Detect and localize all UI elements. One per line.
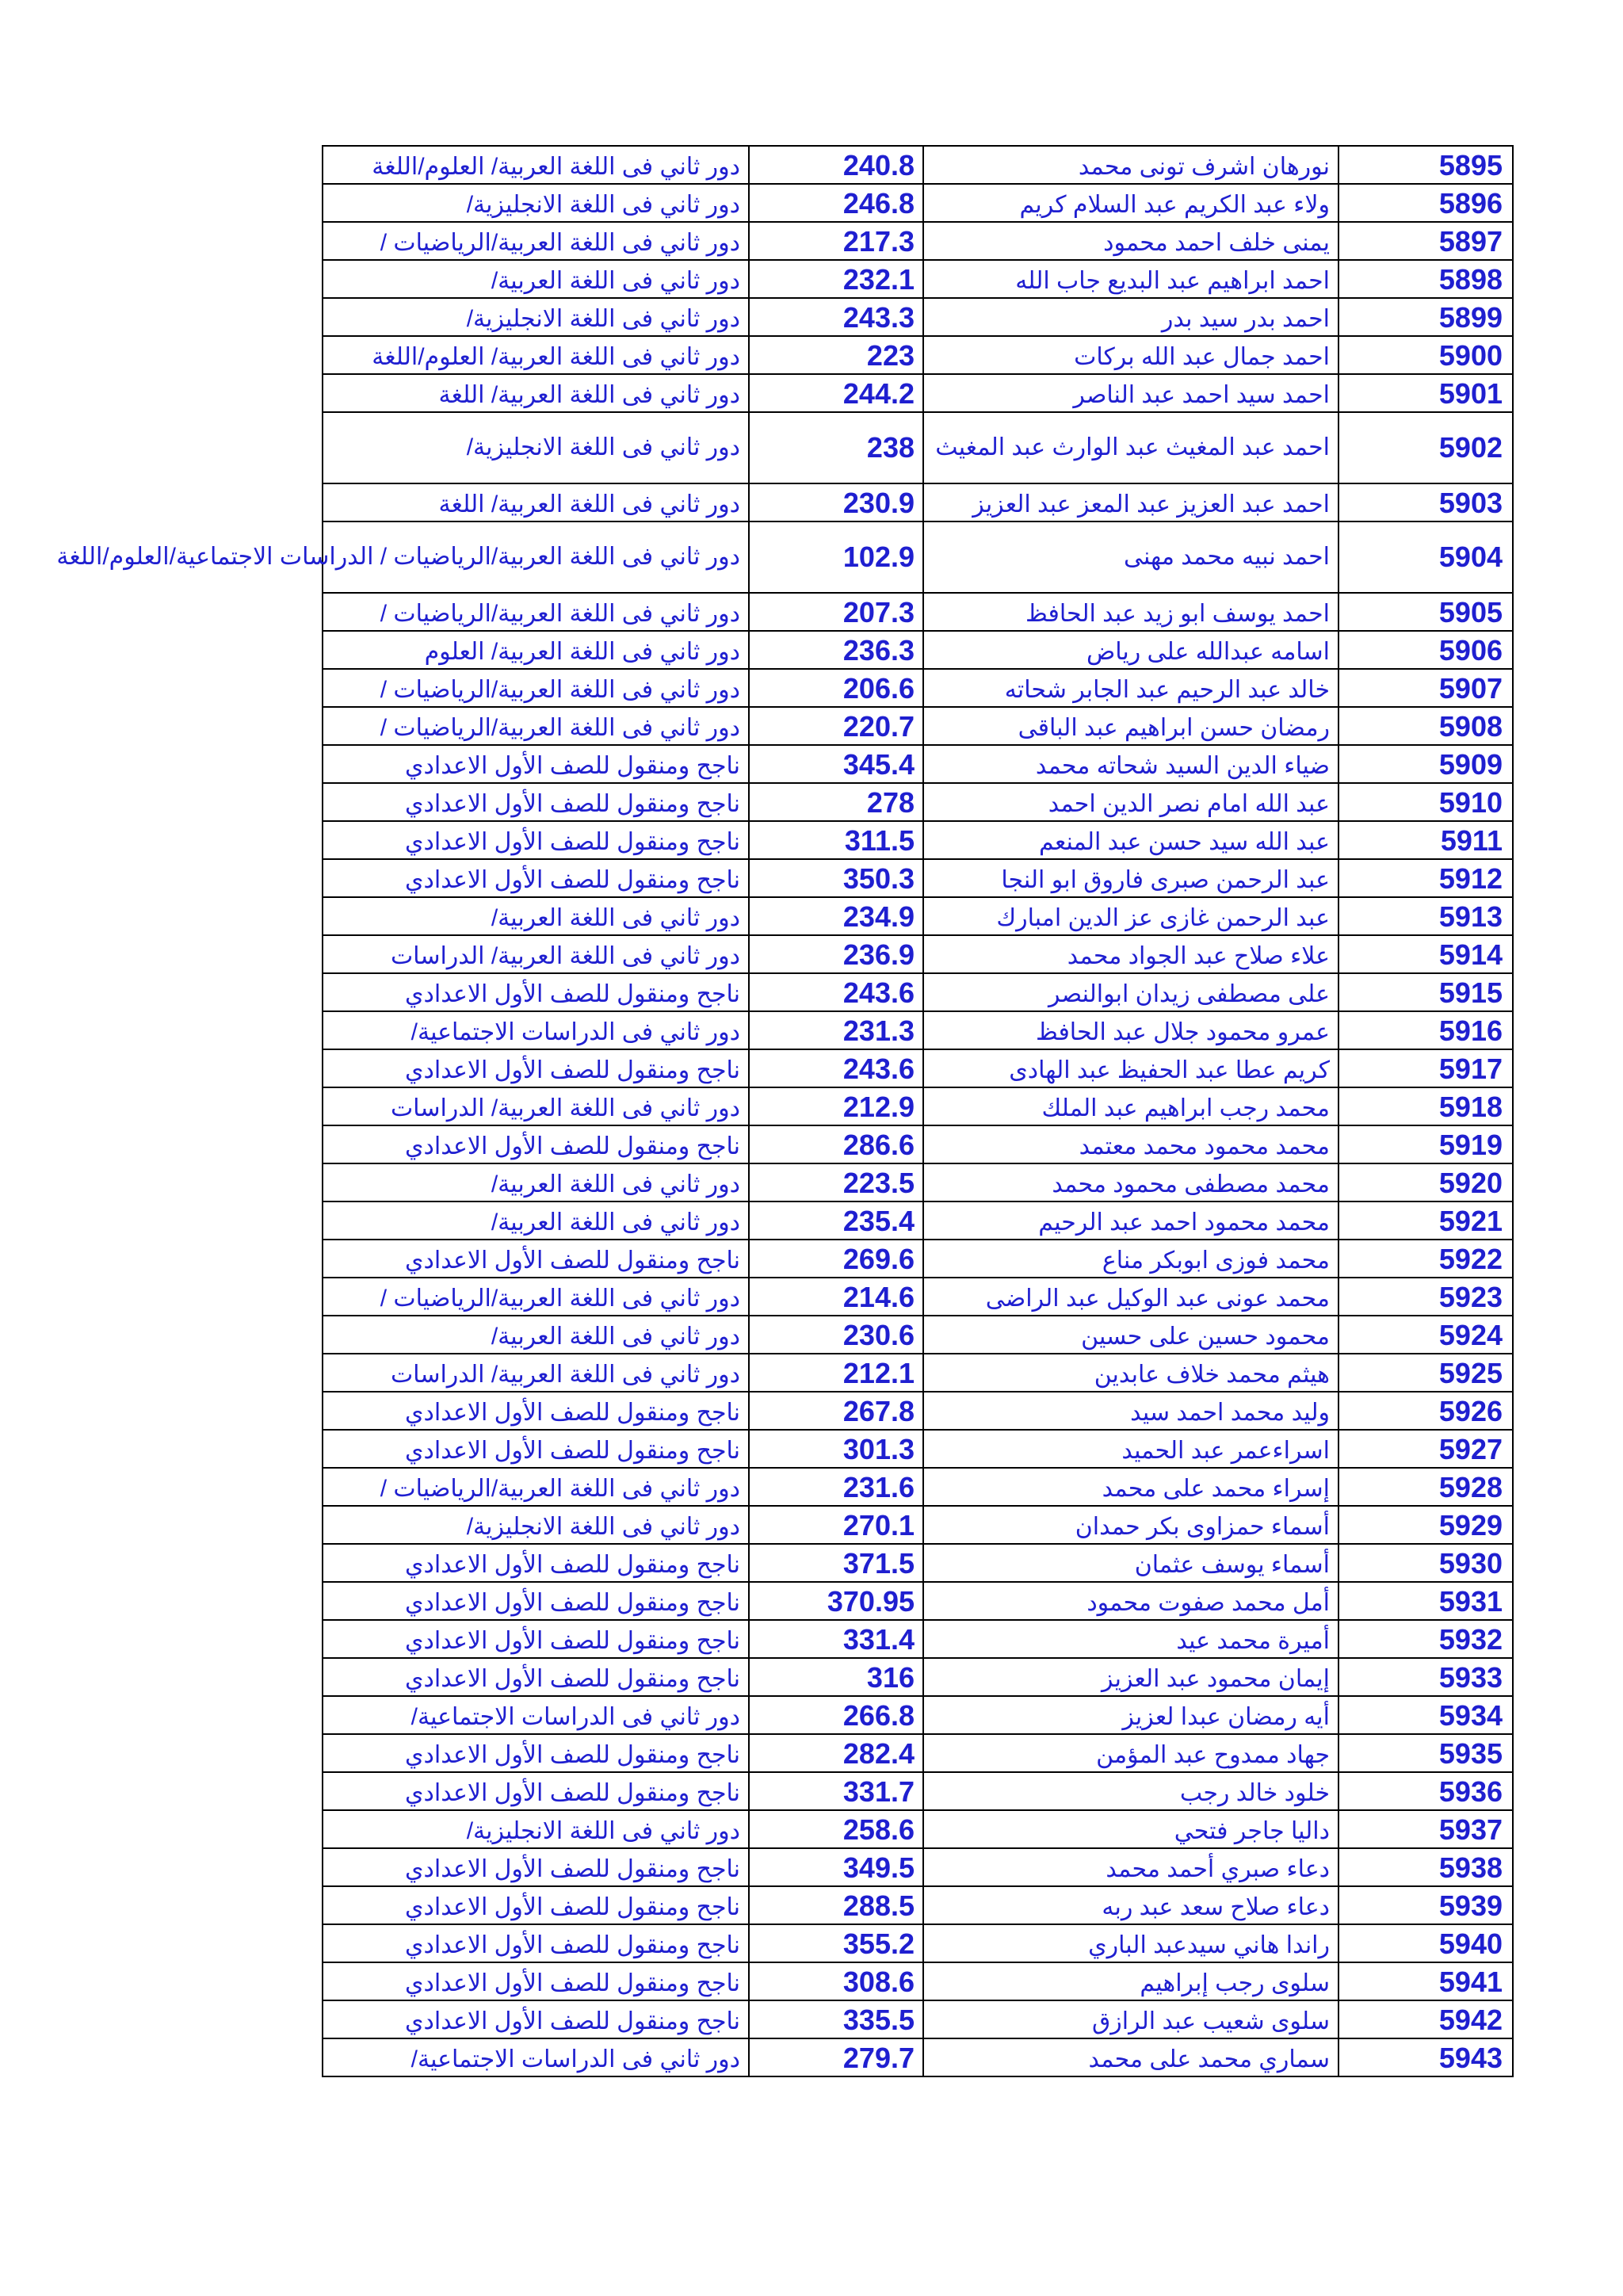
row-id-cell: 5898	[1338, 260, 1513, 298]
row-score-cell: 243.3	[749, 298, 923, 336]
row-status-cell: ناجح ومنقول للصف الأول الاعدادي	[323, 1772, 749, 1810]
row-name-cell: إسراء محمد على محمد	[923, 1468, 1338, 1506]
row-status-cell: دور ثاني فى اللغة العربية/	[323, 1163, 749, 1201]
table-row	[323, 935, 1513, 973]
row-id-cell: 5929	[1338, 1506, 1513, 1544]
row-status-cell: ناجح ومنقول للصف الأول الاعدادي	[323, 1886, 749, 1924]
row-name-cell: إيمان محمود عبد العزيز	[923, 1658, 1338, 1696]
table-row	[323, 1772, 1513, 1810]
row-id-cell: 5925	[1338, 1354, 1513, 1392]
table-row	[323, 1810, 1513, 1848]
table-row	[323, 1201, 1513, 1240]
row-name-cell: عبد الرحمن صبرى فاروق ابو النجا	[923, 859, 1338, 897]
row-id-cell: 5939	[1338, 1886, 1513, 1924]
row-name-cell: على مصطفى زيدان ابوالنصر	[923, 973, 1338, 1011]
row-score-cell: 236.9	[749, 935, 923, 973]
row-id-cell: 5913	[1338, 897, 1513, 935]
row-status-cell: دور ثاني فى اللغة الانجليزية/	[323, 298, 749, 336]
row-status-cell: دور ثاني فى اللغة العربية/	[323, 1316, 749, 1354]
row-status-cell: ناجح ومنقول للصف الأول الاعدادي	[323, 859, 749, 897]
row-name-cell: كريم عطا عبد الحفيظ عبد الهادى	[923, 1049, 1338, 1087]
row-score-cell: 270.1	[749, 1506, 923, 1544]
row-status-cell: دور ثاني فى اللغة العربية/الرياضيات /	[323, 593, 749, 631]
row-id-cell: 5924	[1338, 1316, 1513, 1354]
row-status-cell: ناجح ومنقول للصف الأول الاعدادي	[323, 1392, 749, 1430]
row-id-cell: 5933	[1338, 1658, 1513, 1696]
row-status-cell: دور ثاني فى اللغة الانجليزية/	[323, 1506, 749, 1544]
row-status-cell: دور ثاني فى الدراسات الاجتماعية/	[323, 2038, 749, 2076]
table-row	[323, 298, 1513, 336]
row-score-cell: 102.9	[749, 521, 923, 593]
row-name-cell: عبد الرحمن غازى عز الدين امبارك	[923, 897, 1338, 935]
table-row	[323, 521, 1513, 593]
row-status-cell: دور ثاني فى اللغة الانجليزية/	[323, 184, 749, 222]
row-name-cell: سلوى رجب إبراهيم	[923, 1962, 1338, 2000]
row-score-cell: 258.6	[749, 1810, 923, 1848]
row-score-cell: 311.5	[749, 821, 923, 859]
table-row	[323, 1696, 1513, 1734]
row-id-cell: 5906	[1338, 631, 1513, 669]
row-name-cell: محمد مصطفى محمود محمد	[923, 1163, 1338, 1201]
row-score-cell: 212.9	[749, 1087, 923, 1125]
table-row	[323, 783, 1513, 821]
row-score-cell: 331.4	[749, 1620, 923, 1658]
row-status-cell: دور ثاني فى اللغة العربية/ اللغة	[323, 374, 749, 412]
table-row	[323, 973, 1513, 1011]
table-row	[323, 1620, 1513, 1658]
row-id-cell: 5908	[1338, 707, 1513, 745]
row-score-cell: 246.8	[749, 184, 923, 222]
table-row	[323, 2038, 1513, 2076]
table-row	[323, 1240, 1513, 1278]
row-status-cell: ناجح ومنقول للصف الأول الاعدادي	[323, 1240, 749, 1278]
row-score-cell: 282.4	[749, 1734, 923, 1772]
row-id-cell: 5917	[1338, 1049, 1513, 1087]
row-score-cell: 349.5	[749, 1848, 923, 1886]
row-id-cell: 5936	[1338, 1772, 1513, 1810]
row-score-cell: 231.6	[749, 1468, 923, 1506]
row-score-cell: 235.4	[749, 1201, 923, 1240]
row-score-cell: 231.3	[749, 1011, 923, 1049]
table-row	[323, 222, 1513, 260]
row-status-cell: ناجح ومنقول للصف الأول الاعدادي	[323, 821, 749, 859]
row-status-cell: ناجح ومنقول للصف الأول الاعدادي	[323, 1544, 749, 1582]
row-score-cell: 335.5	[749, 2000, 923, 2038]
table-row	[323, 1278, 1513, 1316]
table-row	[323, 146, 1513, 184]
row-score-cell: 288.5	[749, 1886, 923, 1924]
row-name-cell: علاء صلاح عبد الجواد محمد	[923, 935, 1338, 973]
row-id-cell: 5899	[1338, 298, 1513, 336]
row-id-cell: 5943	[1338, 2038, 1513, 2076]
row-id-cell: 5922	[1338, 1240, 1513, 1278]
table-row	[323, 336, 1513, 374]
table-row	[323, 1582, 1513, 1620]
row-status-cell: ناجح ومنقول للصف الأول الاعدادي	[323, 973, 749, 1011]
table-row	[323, 1962, 1513, 2000]
row-name-cell: راندا هاني سيدعبد الباري	[923, 1924, 1338, 1962]
row-id-cell: 5904	[1338, 521, 1513, 593]
row-name-cell: دعاء صبري أحمد محمد	[923, 1848, 1338, 1886]
table-row	[323, 631, 1513, 669]
table-row	[323, 374, 1513, 412]
table-row	[323, 1316, 1513, 1354]
row-name-cell: وليد محمد احمد سيد	[923, 1392, 1338, 1430]
row-score-cell: 371.5	[749, 1544, 923, 1582]
row-name-cell: نورهان اشرف تونى محمد	[923, 146, 1338, 184]
row-status-cell: دور ثاني فى اللغة العربية/الرياضيات /	[323, 707, 749, 745]
row-name-cell: اسراءعمر عبد الحميد	[923, 1430, 1338, 1468]
row-name-cell: داليا جاجر فتحي	[923, 1810, 1338, 1848]
table-row	[323, 2000, 1513, 2038]
table-row	[323, 821, 1513, 859]
row-score-cell: 243.6	[749, 973, 923, 1011]
row-id-cell: 5912	[1338, 859, 1513, 897]
row-name-cell: محمد فوزى ابوبكر مناع	[923, 1240, 1338, 1278]
row-name-cell: محمد محمود احمد عبد الرحيم	[923, 1201, 1338, 1240]
row-score-cell: 207.3	[749, 593, 923, 631]
table-row	[323, 1924, 1513, 1962]
table-row	[323, 483, 1513, 521]
row-name-cell: خلود خالد رجب	[923, 1772, 1338, 1810]
row-status-cell: ناجح ومنقول للصف الأول الاعدادي	[323, 783, 749, 821]
row-id-cell: 5916	[1338, 1011, 1513, 1049]
row-name-cell: احمد عبد العزيز عبد المعز عبد العزيز	[923, 483, 1338, 521]
row-id-cell: 5907	[1338, 669, 1513, 707]
row-name-cell: سماري محمد على محمد	[923, 2038, 1338, 2076]
row-score-cell: 236.3	[749, 631, 923, 669]
row-name-cell: عمرو محمود جلال عبد الحافظ	[923, 1011, 1338, 1049]
row-status-cell: دور ثاني فى اللغة الانجليزية/	[323, 1810, 749, 1848]
row-score-cell: 206.6	[749, 669, 923, 707]
row-score-cell: 278	[749, 783, 923, 821]
row-score-cell: 269.6	[749, 1240, 923, 1278]
row-name-cell: خالد عبد الرحيم عبد الجابر شحاته	[923, 669, 1338, 707]
row-status-cell: دور ثاني فى اللغة العربية/ العلوم/اللغة	[323, 336, 749, 374]
row-id-cell: 5930	[1338, 1544, 1513, 1582]
row-status-cell: دور ثاني فى الدراسات الاجتماعية/	[323, 1696, 749, 1734]
results-table	[56, 145, 1514, 2077]
table-row	[323, 1087, 1513, 1125]
table-row	[323, 1354, 1513, 1392]
row-status-cell: ناجح ومنقول للصف الأول الاعدادي	[323, 1049, 749, 1087]
table-row	[323, 412, 1513, 483]
row-status-cell: دور ثاني فى اللغة العربية/	[323, 897, 749, 935]
row-id-cell: 5895	[1338, 146, 1513, 184]
row-name-cell: أسماء يوسف عثمان	[923, 1544, 1338, 1582]
table-row	[323, 1011, 1513, 1049]
row-status-cell: دور ثاني فى اللغة العربية/	[323, 260, 749, 298]
row-id-cell: 5932	[1338, 1620, 1513, 1658]
row-status-cell: ناجح ومنقول للصف الأول الاعدادي	[323, 1658, 749, 1696]
row-score-cell: 345.4	[749, 745, 923, 783]
row-id-cell: 5897	[1338, 222, 1513, 260]
row-status-cell: ناجح ومنقول للصف الأول الاعدادي	[323, 1125, 749, 1163]
row-status-cell: ناجح ومنقول للصف الأول الاعدادي	[323, 1620, 749, 1658]
row-score-cell: 234.9	[749, 897, 923, 935]
row-id-cell: 5926	[1338, 1392, 1513, 1430]
row-score-cell: 266.8	[749, 1696, 923, 1734]
row-id-cell: 5918	[1338, 1087, 1513, 1125]
table-row	[323, 1886, 1513, 1924]
row-name-cell: محمد محمود محمد معتمد	[923, 1125, 1338, 1163]
row-score-cell: 223	[749, 336, 923, 374]
row-status-cell: ناجح ومنقول للصف الأول الاعدادي	[323, 1430, 749, 1468]
row-id-cell: 5940	[1338, 1924, 1513, 1962]
table-row	[323, 1734, 1513, 1772]
table-row	[323, 593, 1513, 631]
row-score-cell: 301.3	[749, 1430, 923, 1468]
results-table-body	[56, 146, 1513, 2076]
row-id-cell: 5934	[1338, 1696, 1513, 1734]
row-id-cell: 5928	[1338, 1468, 1513, 1506]
row-score-cell: 232.1	[749, 260, 923, 298]
row-name-cell: دعاء صلاح سعد عبد ربه	[923, 1886, 1338, 1924]
table-row	[323, 1125, 1513, 1163]
row-name-cell: جهاد ممدوح عبد المؤمن	[923, 1734, 1338, 1772]
row-status-cell: ناجح ومنقول للصف الأول الاعدادي	[323, 1734, 749, 1772]
row-id-cell: 5931	[1338, 1582, 1513, 1620]
row-name-cell: احمد ابراهيم عبد البديع جاب الله	[923, 260, 1338, 298]
row-score-cell: 331.7	[749, 1772, 923, 1810]
row-name-cell: يمنى خلف احمد محمود	[923, 222, 1338, 260]
row-status-cell: ناجح ومنقول للصف الأول الاعدادي	[323, 1924, 749, 1962]
row-id-cell: 5911	[1338, 821, 1513, 859]
table-row	[323, 897, 1513, 935]
table-row	[323, 745, 1513, 783]
row-id-cell: 5935	[1338, 1734, 1513, 1772]
row-id-cell: 5900	[1338, 336, 1513, 374]
table-row	[323, 1430, 1513, 1468]
row-status-cell: دور ثاني فى اللغة العربية/ العلوم	[323, 631, 749, 669]
row-id-cell: 5915	[1338, 973, 1513, 1011]
row-name-cell: احمد يوسف ابو زيد عبد الحافظ	[923, 593, 1338, 631]
row-score-cell: 279.7	[749, 2038, 923, 2076]
row-name-cell: عبد الله سيد حسن عبد المنعم	[923, 821, 1338, 859]
table-row	[323, 1049, 1513, 1087]
row-name-cell: محمد عونى عبد الوكيل عبد الراضى	[923, 1278, 1338, 1316]
row-id-cell: 5941	[1338, 1962, 1513, 2000]
row-name-cell: رمضان حسن ابراهيم عبد الباقى	[923, 707, 1338, 745]
row-id-cell: 5914	[1338, 935, 1513, 973]
row-score-cell: 230.9	[749, 483, 923, 521]
row-id-cell: 5910	[1338, 783, 1513, 821]
row-score-cell: 308.6	[749, 1962, 923, 2000]
row-id-cell: 5919	[1338, 1125, 1513, 1163]
row-name-cell: أسماء حمزاوى بكر حمدان	[923, 1506, 1338, 1544]
row-name-cell: احمد بدر سيد بدر	[923, 298, 1338, 336]
row-name-cell: احمد جمال عبد الله بركات	[923, 336, 1338, 374]
row-score-cell: 212.1	[749, 1354, 923, 1392]
row-score-cell: 286.6	[749, 1125, 923, 1163]
table-row	[323, 1848, 1513, 1886]
row-name-cell: عبد الله امام نصر الدين احمد	[923, 783, 1338, 821]
table-row	[323, 1658, 1513, 1696]
row-status-cell: دور ثاني فى اللغة العربية/ الدراسات	[323, 1087, 749, 1125]
row-status-cell: دور ثاني فى اللغة العربية/ الدراسات	[323, 935, 749, 973]
row-id-cell: 5905	[1338, 593, 1513, 631]
row-name-cell: احمد نبيه محمد مهنى	[923, 521, 1338, 593]
table-row	[323, 1506, 1513, 1544]
row-status-cell: دور ثاني فى اللغة العربية/الرياضيات /	[323, 669, 749, 707]
table-row	[323, 859, 1513, 897]
row-id-cell: 5923	[1338, 1278, 1513, 1316]
row-score-cell: 238	[749, 412, 923, 483]
row-status-cell: دور ثاني فى اللغة العربية/ اللغة	[323, 483, 749, 521]
row-score-cell: 267.8	[749, 1392, 923, 1430]
row-score-cell: 244.2	[749, 374, 923, 412]
row-status-cell: دور ثاني فى اللغة العربية/الرياضيات /	[323, 1278, 749, 1316]
row-score-cell: 217.3	[749, 222, 923, 260]
row-score-cell: 230.6	[749, 1316, 923, 1354]
row-name-cell: محمود حسين على حسين	[923, 1316, 1338, 1354]
row-id-cell: 5909	[1338, 745, 1513, 783]
row-status-cell: ناجح ومنقول للصف الأول الاعدادي	[323, 1582, 749, 1620]
row-status-cell: دور ثاني فى اللغة العربية/الرياضيات /	[323, 222, 749, 260]
row-status-cell: ناجح ومنقول للصف الأول الاعدادي	[323, 1848, 749, 1886]
table-row	[323, 260, 1513, 298]
row-status-cell: دور ثاني فى اللغة العربية/ العلوم/اللغة	[323, 146, 749, 184]
table-row	[323, 1468, 1513, 1506]
row-name-cell: أمل محمد صفوت محمود	[923, 1582, 1338, 1620]
row-name-cell: هيثم محمد خلاف عابدين	[923, 1354, 1338, 1392]
row-score-cell: 370.95	[749, 1582, 923, 1620]
row-id-cell: 5938	[1338, 1848, 1513, 1886]
row-status-cell: دور ثاني فى اللغة الانجليزية/	[323, 412, 749, 483]
row-id-cell: 5921	[1338, 1201, 1513, 1240]
table-row	[323, 184, 1513, 222]
row-name-cell: محمد رجب ابراهيم عبد الملك	[923, 1087, 1338, 1125]
row-status-cell: دور ثاني فى اللغة العربية/الرياضيات /	[323, 1468, 749, 1506]
row-name-cell: أيه رمضان عبدا لعزيز	[923, 1696, 1338, 1734]
row-id-cell: 5937	[1338, 1810, 1513, 1848]
row-score-cell: 350.3	[749, 859, 923, 897]
row-name-cell: احمد عبد المغيث عبد الوارث عبد المغيث	[923, 412, 1338, 483]
row-name-cell: احمد سيد احمد عبد الناصر	[923, 374, 1338, 412]
row-score-cell: 214.6	[749, 1278, 923, 1316]
row-status-cell: دور ثاني فى اللغة العربية/ الدراسات	[323, 1354, 749, 1392]
row-status-cell: دور ثاني فى اللغة العربية/	[323, 1201, 749, 1240]
row-name-cell: ولاء عبد الكريم عبد السلام كريم	[923, 184, 1338, 222]
table-row	[323, 1163, 1513, 1201]
table-row	[323, 1392, 1513, 1430]
row-score-cell: 355.2	[749, 1924, 923, 1962]
row-id-cell: 5896	[1338, 184, 1513, 222]
row-name-cell: أميرة محمد عيد	[923, 1620, 1338, 1658]
table-row	[323, 1544, 1513, 1582]
row-score-cell: 243.6	[749, 1049, 923, 1087]
row-score-cell: 240.8	[749, 146, 923, 184]
row-name-cell: اسامه عبدالله على رياض	[923, 631, 1338, 669]
row-status-cell: دور ثاني فى الدراسات الاجتماعية/	[323, 1011, 749, 1049]
row-status-cell: ناجح ومنقول للصف الأول الاعدادي	[323, 1962, 749, 2000]
row-name-cell: ضياء الدين السيد شحاته محمد	[923, 745, 1338, 783]
row-id-cell: 5927	[1338, 1430, 1513, 1468]
row-id-cell: 5902	[1338, 412, 1513, 483]
row-id-cell: 5942	[1338, 2000, 1513, 2038]
row-status-cell: ناجح ومنقول للصف الأول الاعدادي	[323, 2000, 749, 2038]
row-id-cell: 5903	[1338, 483, 1513, 521]
row-status-cell: ناجح ومنقول للصف الأول الاعدادي	[323, 745, 749, 783]
row-score-cell: 220.7	[749, 707, 923, 745]
row-id-cell: 5920	[1338, 1163, 1513, 1201]
row-score-cell: 223.5	[749, 1163, 923, 1201]
table-row	[323, 669, 1513, 707]
row-name-cell: سلوى شعيب عبد الرازق	[923, 2000, 1338, 2038]
row-id-cell: 5901	[1338, 374, 1513, 412]
row-status-cell: دور ثاني فى اللغة العربية/الرياضيات / الدراسات الاجتماعية/العلوم/اللغة	[323, 521, 749, 593]
row-score-cell: 316	[749, 1658, 923, 1696]
table-row	[323, 707, 1513, 745]
